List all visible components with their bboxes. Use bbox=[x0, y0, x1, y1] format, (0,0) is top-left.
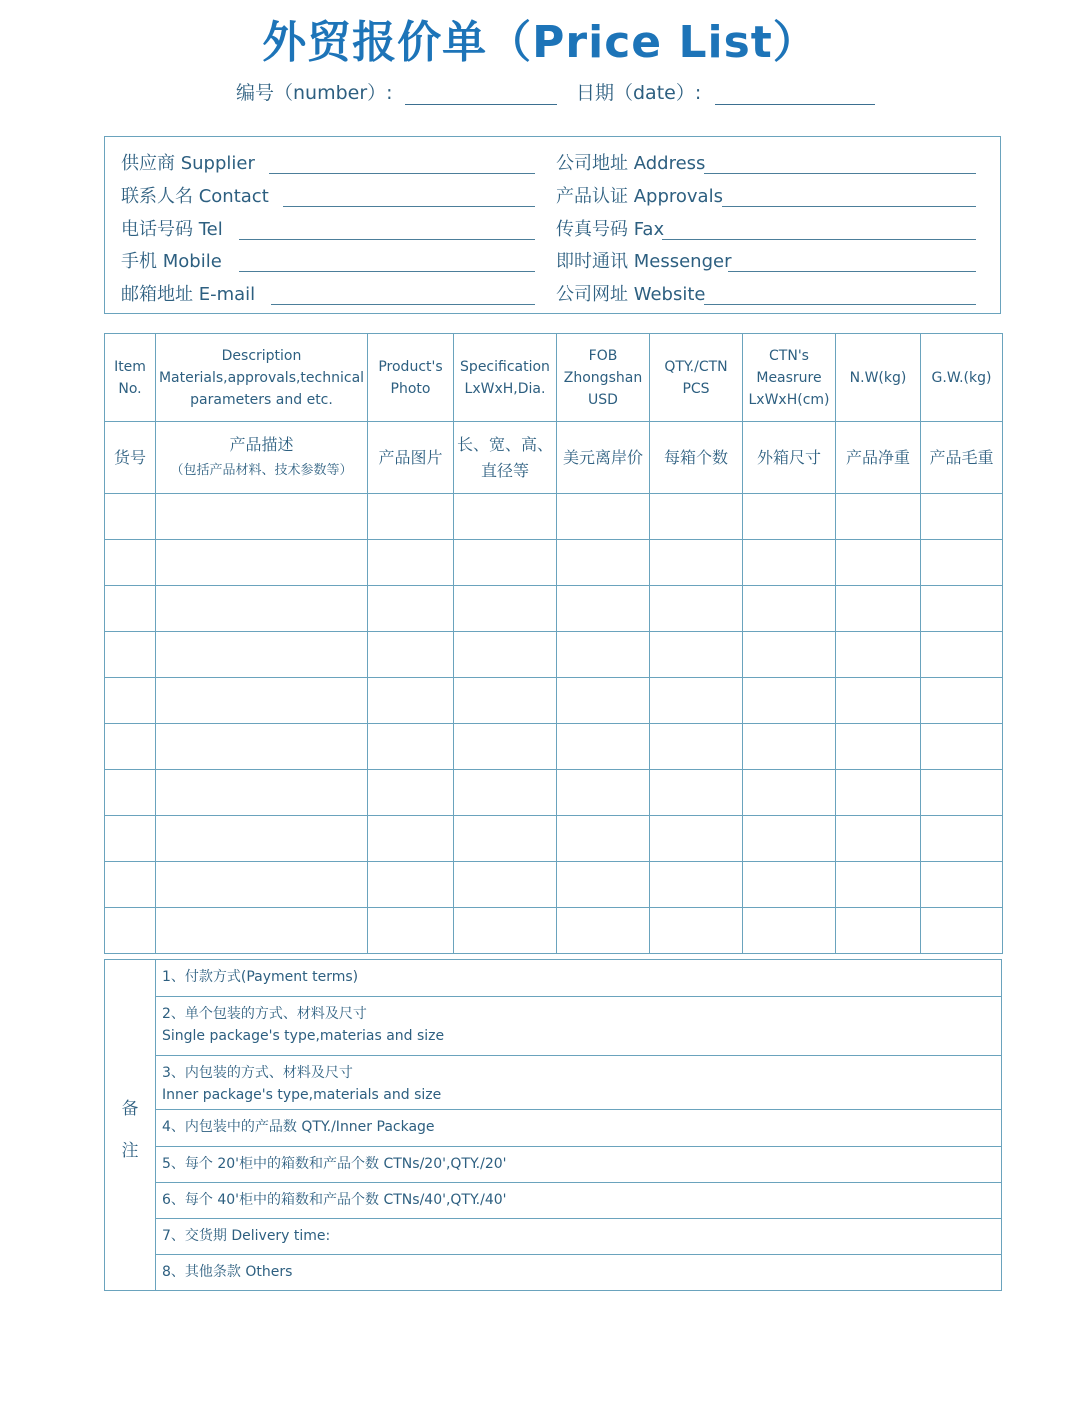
header-item-no: Item No. bbox=[105, 334, 156, 422]
info-blank[interactable] bbox=[704, 173, 976, 174]
cell-description[interactable] bbox=[156, 816, 368, 862]
cell-fob-price[interactable] bbox=[557, 816, 650, 862]
cell-specification[interactable] bbox=[454, 494, 557, 540]
cell-ctn-measure[interactable] bbox=[743, 724, 836, 770]
remark-item-single-package[interactable]: 2、单个包装的方式、材料及尺寸 Single package's type,materias and size bbox=[156, 997, 1002, 1056]
cell-qty-ctn[interactable] bbox=[650, 494, 743, 540]
table-row bbox=[105, 494, 1003, 540]
cell-fob-price[interactable] bbox=[557, 632, 650, 678]
cell-photo[interactable] bbox=[368, 586, 454, 632]
cell-specification[interactable] bbox=[454, 816, 557, 862]
cell-ctn-measure[interactable] bbox=[743, 816, 836, 862]
info-row-mobile bbox=[121, 247, 521, 275]
cell-description[interactable] bbox=[156, 770, 368, 816]
cell-qty-ctn[interactable] bbox=[650, 816, 743, 862]
cell-net-weight[interactable] bbox=[836, 908, 921, 954]
info-label: 即时通讯 Messenger bbox=[556, 251, 732, 272]
info-row-supplier bbox=[121, 149, 521, 177]
cell-net-weight[interactable] bbox=[836, 586, 921, 632]
cell-item-no[interactable] bbox=[105, 494, 156, 540]
cell-gross-weight[interactable] bbox=[921, 586, 1003, 632]
header-cn-qty: 每箱个数 bbox=[650, 422, 743, 494]
cell-specification[interactable] bbox=[454, 540, 557, 586]
table-row bbox=[105, 770, 1003, 816]
table-row bbox=[105, 908, 1003, 954]
info-label: 邮箱地址 E-mail bbox=[121, 284, 256, 305]
info-blank[interactable] bbox=[239, 271, 535, 272]
cell-fob-price[interactable] bbox=[557, 678, 650, 724]
cell-photo[interactable] bbox=[368, 862, 454, 908]
header-cn-fob: 美元离岸价 bbox=[557, 422, 650, 494]
cell-gross-weight[interactable] bbox=[921, 540, 1003, 586]
cell-item-no[interactable] bbox=[105, 724, 156, 770]
header-row-cn bbox=[105, 422, 1003, 494]
cell-item-no[interactable] bbox=[105, 770, 156, 816]
info-label: 电话号码 Tel bbox=[121, 219, 223, 240]
cell-gross-weight[interactable] bbox=[921, 494, 1003, 540]
header-cn-item: 货号 bbox=[105, 422, 156, 494]
info-label: 联系人名 Contact bbox=[121, 186, 269, 207]
header-specification: Specification LxWxH,Dia. bbox=[454, 334, 557, 422]
cell-net-weight[interactable] bbox=[836, 862, 921, 908]
number-label: 编号（number）: bbox=[236, 82, 393, 104]
table-row bbox=[105, 816, 1003, 862]
table-row bbox=[105, 862, 1003, 908]
cell-item-no[interactable] bbox=[105, 540, 156, 586]
cell-ctn-measure[interactable] bbox=[743, 494, 836, 540]
info-label: 公司网址 Website bbox=[556, 284, 706, 305]
cell-qty-ctn[interactable] bbox=[650, 678, 743, 724]
cell-specification[interactable] bbox=[454, 724, 557, 770]
cell-description[interactable] bbox=[156, 908, 368, 954]
cell-gross-weight[interactable] bbox=[921, 770, 1003, 816]
cell-description[interactable] bbox=[156, 586, 368, 632]
cell-ctn-measure[interactable] bbox=[743, 862, 836, 908]
number-field bbox=[236, 78, 557, 105]
cell-specification[interactable] bbox=[454, 862, 557, 908]
cell-item-no[interactable] bbox=[105, 816, 156, 862]
cell-photo[interactable] bbox=[368, 908, 454, 954]
header-qty-ctn: QTY./CTN PCS bbox=[650, 334, 743, 422]
cell-description[interactable] bbox=[156, 540, 368, 586]
cell-description[interactable] bbox=[156, 632, 368, 678]
cell-photo[interactable] bbox=[368, 494, 454, 540]
cell-photo[interactable] bbox=[368, 632, 454, 678]
cell-photo[interactable] bbox=[368, 770, 454, 816]
info-row-contact bbox=[121, 182, 521, 210]
header-row-en bbox=[105, 334, 1003, 422]
info-blank[interactable] bbox=[271, 304, 535, 305]
remarks-section bbox=[104, 959, 1002, 1291]
cell-net-weight[interactable] bbox=[836, 770, 921, 816]
info-blank[interactable] bbox=[662, 239, 976, 240]
info-row-email bbox=[121, 280, 521, 308]
remark-item-payment[interactable]: 1、付款方式(Payment terms) bbox=[156, 960, 1002, 997]
cell-qty-ctn[interactable] bbox=[650, 724, 743, 770]
header-cn-gw: 产品毛重 bbox=[921, 422, 1003, 494]
info-row-website bbox=[556, 280, 976, 308]
cell-qty-ctn[interactable] bbox=[650, 632, 743, 678]
cell-gross-weight[interactable] bbox=[921, 908, 1003, 954]
info-blank[interactable] bbox=[704, 304, 976, 305]
cell-photo[interactable] bbox=[368, 724, 454, 770]
cell-ctn-measure[interactable] bbox=[743, 586, 836, 632]
header-description: Description Materials,approvals,technical parameters and etc. bbox=[156, 334, 368, 422]
info-row-fax bbox=[556, 215, 976, 243]
cell-ctn-measure[interactable] bbox=[743, 540, 836, 586]
info-row-tel bbox=[121, 215, 521, 243]
header-ctn-measure: CTN's Measrure LxWxH(cm) bbox=[743, 334, 836, 422]
cell-gross-weight[interactable] bbox=[921, 632, 1003, 678]
page-title: 外贸报价单（Price List） bbox=[262, 17, 818, 68]
info-blank[interactable] bbox=[269, 173, 535, 174]
cell-fob-price[interactable] bbox=[557, 724, 650, 770]
info-label: 供应商 Supplier bbox=[121, 153, 255, 174]
cell-ctn-measure[interactable] bbox=[743, 770, 836, 816]
cell-ctn-measure[interactable] bbox=[743, 908, 836, 954]
remark-item-20ft[interactable]: 5、每个 20'柜中的箱数和产品个数 CTNs/20',QTY./20' bbox=[156, 1147, 1002, 1183]
cell-description[interactable] bbox=[156, 862, 368, 908]
cell-photo[interactable] bbox=[368, 540, 454, 586]
data-rows bbox=[105, 494, 1003, 954]
remark-item-inner-package[interactable]: 3、内包装的方式、材料及尺寸 Inner package's type,materials and size bbox=[156, 1056, 1002, 1110]
table-row bbox=[105, 540, 1003, 586]
cell-item-no[interactable] bbox=[105, 586, 156, 632]
cell-fob-price[interactable] bbox=[557, 540, 650, 586]
price-table bbox=[104, 333, 1003, 954]
cell-net-weight[interactable] bbox=[836, 540, 921, 586]
cell-specification[interactable] bbox=[454, 908, 557, 954]
cell-specification[interactable] bbox=[454, 632, 557, 678]
cell-net-weight[interactable] bbox=[836, 494, 921, 540]
cell-qty-ctn[interactable] bbox=[650, 862, 743, 908]
info-blank[interactable] bbox=[283, 206, 535, 207]
cell-net-weight[interactable] bbox=[836, 678, 921, 724]
cell-specification[interactable] bbox=[454, 678, 557, 724]
info-row-address bbox=[556, 149, 976, 177]
info-label: 传真号码 Fax bbox=[556, 219, 665, 240]
remark-item-40ft[interactable]: 6、每个 40'柜中的箱数和产品个数 CTNs/40',QTY./40' bbox=[156, 1183, 1002, 1219]
cell-gross-weight[interactable] bbox=[921, 862, 1003, 908]
cell-qty-ctn[interactable] bbox=[650, 586, 743, 632]
info-label: 手机 Mobile bbox=[121, 251, 222, 272]
table-row bbox=[105, 632, 1003, 678]
cell-net-weight[interactable] bbox=[836, 632, 921, 678]
cell-qty-ctn[interactable] bbox=[650, 770, 743, 816]
cell-net-weight[interactable] bbox=[836, 724, 921, 770]
remark-item-delivery[interactable]: 7、交货期 Delivery time: bbox=[156, 1219, 1002, 1255]
cell-photo[interactable] bbox=[368, 816, 454, 862]
cell-fob-price[interactable] bbox=[557, 770, 650, 816]
cell-item-no[interactable] bbox=[105, 632, 156, 678]
date-blank[interactable] bbox=[715, 82, 875, 105]
cell-photo[interactable] bbox=[368, 678, 454, 724]
info-blank[interactable] bbox=[722, 206, 976, 207]
header-nw: N.W(kg) bbox=[836, 334, 921, 422]
cell-fob-price[interactable] bbox=[557, 494, 650, 540]
header-photo: Product's Photo bbox=[368, 334, 454, 422]
remark-item-inner-qty[interactable]: 4、内包装中的产品数 QTY./Inner Package bbox=[156, 1110, 1002, 1147]
cell-gross-weight[interactable] bbox=[921, 724, 1003, 770]
cell-gross-weight[interactable] bbox=[921, 678, 1003, 724]
cell-specification[interactable] bbox=[454, 770, 557, 816]
cell-qty-ctn[interactable] bbox=[650, 540, 743, 586]
number-blank[interactable] bbox=[405, 82, 557, 105]
date-label: 日期（date）: bbox=[576, 82, 702, 104]
cell-description[interactable] bbox=[156, 494, 368, 540]
info-label: 产品认证 Approvals bbox=[556, 186, 723, 207]
header-fob: FOB Zhongshan USD bbox=[557, 334, 650, 422]
cell-item-no[interactable] bbox=[105, 908, 156, 954]
table-row bbox=[105, 586, 1003, 632]
header-cn-description: 产品描述 （包括产品材料、技术参数等） bbox=[156, 422, 368, 494]
table-row bbox=[105, 678, 1003, 724]
info-row-approvals bbox=[556, 182, 976, 210]
cell-item-no[interactable] bbox=[105, 678, 156, 724]
supplier-info-box bbox=[104, 136, 1001, 314]
cell-gross-weight[interactable] bbox=[921, 816, 1003, 862]
info-blank[interactable] bbox=[239, 239, 535, 240]
cell-fob-price[interactable] bbox=[557, 586, 650, 632]
header-cn-spec: 长、宽、高、 直径等 bbox=[454, 422, 557, 494]
header-cn-ctn: 外箱尺寸 bbox=[743, 422, 836, 494]
cell-ctn-measure[interactable] bbox=[743, 632, 836, 678]
cell-description[interactable] bbox=[156, 678, 368, 724]
info-blank[interactable] bbox=[728, 271, 976, 272]
info-label: 公司地址 Address bbox=[556, 153, 706, 174]
info-row-messenger bbox=[556, 247, 976, 275]
remarks-side-label: 备 注 bbox=[105, 960, 156, 1290]
cell-ctn-measure[interactable] bbox=[743, 678, 836, 724]
header-gw: G.W.(kg) bbox=[921, 334, 1003, 422]
cell-fob-price[interactable] bbox=[557, 908, 650, 954]
cell-specification[interactable] bbox=[454, 586, 557, 632]
header-cn-nw: 产品净重 bbox=[836, 422, 921, 494]
cell-description[interactable] bbox=[156, 724, 368, 770]
cell-fob-price[interactable] bbox=[557, 862, 650, 908]
header-cn-photo: 产品图片 bbox=[368, 422, 454, 494]
cell-item-no[interactable] bbox=[105, 862, 156, 908]
date-field bbox=[576, 78, 875, 105]
cell-net-weight[interactable] bbox=[836, 816, 921, 862]
remark-item-others[interactable]: 8、其他条款 Others bbox=[162, 1264, 293, 1280]
cell-qty-ctn[interactable] bbox=[650, 908, 743, 954]
table-row bbox=[105, 724, 1003, 770]
